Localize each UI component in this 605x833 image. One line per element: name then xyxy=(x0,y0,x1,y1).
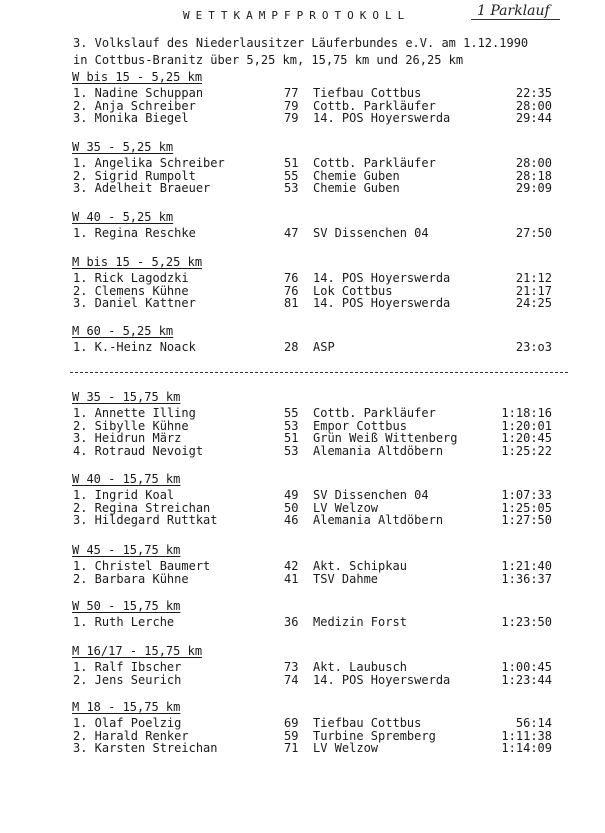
runner-name: 3. Daniel Kattner xyxy=(73,296,196,310)
finish-time: 56:14 xyxy=(515,716,552,730)
finish-time: 1:27:50 xyxy=(501,513,552,527)
birth-year: 74 xyxy=(284,672,299,687)
club-name: TSV Dahme xyxy=(313,571,379,586)
finish-time: 1:18:16 xyxy=(501,406,552,420)
runner-name: 1. Ruth Lerche xyxy=(73,615,175,629)
finish-time: 28:00 xyxy=(515,98,552,113)
runner-name: 1. Angelika Schreiber xyxy=(73,156,225,170)
birth-year: 55 xyxy=(284,168,299,183)
birth-year: 36 xyxy=(284,615,299,629)
finish-time: 28:18 xyxy=(515,168,552,183)
finish-time: 21:17 xyxy=(515,283,552,298)
runner-name: 2. Sigrid Rumpolt xyxy=(73,168,196,183)
birth-year: 79 xyxy=(284,111,299,125)
finish-time: 29:09 xyxy=(515,181,552,195)
birth-year: 53 xyxy=(284,418,299,433)
intro-line-1: 3. Volkslauf des Niederlausitzer Läuferbundes e.V. am 1.12.1990 xyxy=(73,36,529,50)
birth-year: 53 xyxy=(284,443,299,458)
club-name: Chemie Guben xyxy=(313,168,400,183)
runner-name: 2. Anja Schreiber xyxy=(73,98,196,113)
runner-name: 2. Jens Seurich xyxy=(73,672,182,687)
section-divider xyxy=(70,372,568,373)
result-row xyxy=(0,674,605,687)
result-row xyxy=(0,514,605,527)
club-name: 14. POS Hoyerswerda xyxy=(313,672,451,687)
intro-text xyxy=(73,35,528,69)
club-name: 14. POS Hoyerswerda xyxy=(313,296,451,310)
club-name: Tiefbau Cottbus xyxy=(313,86,422,100)
club-name: LV Welzow xyxy=(313,741,379,755)
club-name: Medizin Forst xyxy=(313,615,407,629)
finish-time: 29:44 xyxy=(515,111,552,125)
club-name: Empor Cottbus xyxy=(313,418,407,433)
result-row xyxy=(0,227,605,240)
finish-time: 1:11:38 xyxy=(501,728,552,743)
category-heading: W 40 - 15,75 km xyxy=(72,472,181,486)
finish-time: 1:25:05 xyxy=(501,500,552,515)
runner-name: 1. Ingrid Koal xyxy=(73,488,175,502)
runner-name: 3. Karsten Streichan xyxy=(73,741,218,755)
category-heading: W 40 - 5,25 km xyxy=(72,210,174,224)
finish-time: 1:00:45 xyxy=(501,660,552,674)
finish-time: 23:o3 xyxy=(515,340,552,354)
finish-time: 1:25:22 xyxy=(501,443,552,458)
club-name: 14. POS Hoyerswerda xyxy=(313,271,451,285)
result-row xyxy=(0,616,605,629)
runner-name: 2. Sibylle Kühne xyxy=(73,418,189,433)
category-heading: M 16/17 - 15,75 km xyxy=(72,644,203,658)
result-row xyxy=(0,341,605,354)
birth-year: 76 xyxy=(284,283,299,298)
document-title: WETTKAMPFPROTOKOLL xyxy=(183,9,411,22)
runner-name: 3. Adelheit Braeuer xyxy=(73,181,211,195)
club-name: LV Welzow xyxy=(313,500,379,515)
runner-name: 2. Clemens Kühne xyxy=(73,283,189,298)
finish-time: 1:21:40 xyxy=(501,559,552,573)
birth-year: 51 xyxy=(284,156,299,170)
birth-year: 77 xyxy=(284,86,299,100)
club-name: Cottb. Parkläufer xyxy=(313,98,436,113)
runner-name: 2. Harald Renker xyxy=(73,728,189,743)
runner-name: 1. Olaf Poelzig xyxy=(73,716,182,730)
club-name: Cottb. Parkläufer xyxy=(313,406,436,420)
category-heading: W 35 - 5,25 km xyxy=(72,140,174,154)
birth-year: 47 xyxy=(284,226,299,240)
result-row xyxy=(0,573,605,586)
club-name: ASP xyxy=(313,340,335,354)
birth-year: 81 xyxy=(284,296,299,310)
club-name: Turbine Spremberg xyxy=(313,728,436,743)
birth-year: 53 xyxy=(284,181,299,195)
category-heading: W 45 - 15,75 km xyxy=(72,543,181,557)
category-heading: M 60 - 5,25 km xyxy=(72,324,174,338)
birth-year: 49 xyxy=(284,488,299,502)
club-name: Chemie Guben xyxy=(313,181,400,195)
birth-year: 79 xyxy=(284,98,299,113)
club-name: Akt. Laubusch xyxy=(313,660,407,674)
birth-year: 76 xyxy=(284,271,299,285)
result-row xyxy=(0,112,605,125)
category-heading: M 18 - 15,75 km xyxy=(72,700,181,714)
finish-time: 1:23:50 xyxy=(501,615,552,629)
finish-time: 1:14:09 xyxy=(501,741,552,755)
club-name: 14. POS Hoyerswerda xyxy=(313,111,451,125)
finish-time: 27:50 xyxy=(515,226,552,240)
birth-year: 69 xyxy=(284,716,299,730)
birth-year: 46 xyxy=(284,513,299,527)
birth-year: 71 xyxy=(284,741,299,755)
runner-name: 2. Barbara Kühne xyxy=(73,571,189,586)
finish-time: 22:35 xyxy=(515,86,552,100)
runner-name: 3. Heidrun März xyxy=(73,431,182,445)
runner-name: 1. Regina Reschke xyxy=(73,226,196,240)
club-name: Lok Cottbus xyxy=(313,283,393,298)
finish-time: 1:36:37 xyxy=(501,571,552,586)
finish-time: 1:20:45 xyxy=(501,431,552,445)
result-row xyxy=(0,742,605,755)
runner-name: 1. Nadine Schuppan xyxy=(73,86,204,100)
category-heading: M bis 15 - 5,25 km xyxy=(72,255,203,269)
club-name: Tiefbau Cottbus xyxy=(313,716,422,730)
runner-name: 3. Monika Biegel xyxy=(73,111,189,125)
runner-name: 2. Regina Streichan xyxy=(73,500,211,515)
intro-line-2: in Cottbus-Branitz über 5,25 km, 15,75 km und 26,25 km xyxy=(73,53,464,67)
finish-time: 21:12 xyxy=(515,271,552,285)
runner-name: 3. Hildegard Ruttkat xyxy=(73,513,218,527)
birth-year: 28 xyxy=(284,340,299,354)
club-name: Cottb. Parkläufer xyxy=(313,156,436,170)
finish-time: 1:07:33 xyxy=(501,488,552,502)
finish-time: 28:00 xyxy=(515,156,552,170)
birth-year: 41 xyxy=(284,571,299,586)
runner-name: 1. Rick Lagodzki xyxy=(73,271,189,285)
club-name: SV Dissenchen 04 xyxy=(313,226,429,240)
birth-year: 50 xyxy=(284,500,299,515)
runner-name: 1. Christel Baumert xyxy=(73,559,211,573)
runner-name: 4. Rotraud Nevoigt xyxy=(73,443,204,458)
runner-name: 1. Ralf Ibscher xyxy=(73,660,182,674)
finish-time: 1:20:01 xyxy=(501,418,552,433)
club-name: Alemania Altdöbern xyxy=(313,443,444,458)
birth-year: 51 xyxy=(284,431,299,445)
birth-year: 55 xyxy=(284,406,299,420)
result-row xyxy=(0,297,605,310)
runner-name: 1. Annette Illing xyxy=(73,406,196,420)
category-heading: W 35 - 15,75 km xyxy=(72,390,181,404)
runner-name: 1. K.-Heinz Noack xyxy=(73,340,196,354)
category-heading: W 50 - 15,75 km xyxy=(72,599,181,613)
birth-year: 73 xyxy=(284,660,299,674)
category-heading: W bis 15 - 5,25 km xyxy=(72,70,203,84)
club-name: Alemania Altdöbern xyxy=(313,513,444,527)
club-name: SV Dissenchen 04 xyxy=(313,488,429,502)
finish-time: 1:23:44 xyxy=(501,672,552,687)
handwritten-note: 1 Parklauf xyxy=(471,3,560,20)
birth-year: 59 xyxy=(284,728,299,743)
birth-year: 42 xyxy=(284,559,299,573)
finish-time: 24:25 xyxy=(515,296,552,310)
result-row xyxy=(0,182,605,195)
club-name: Grün Weiß Wittenberg xyxy=(313,431,458,445)
result-row xyxy=(0,445,605,458)
club-name: Akt. Schipkau xyxy=(313,559,407,573)
